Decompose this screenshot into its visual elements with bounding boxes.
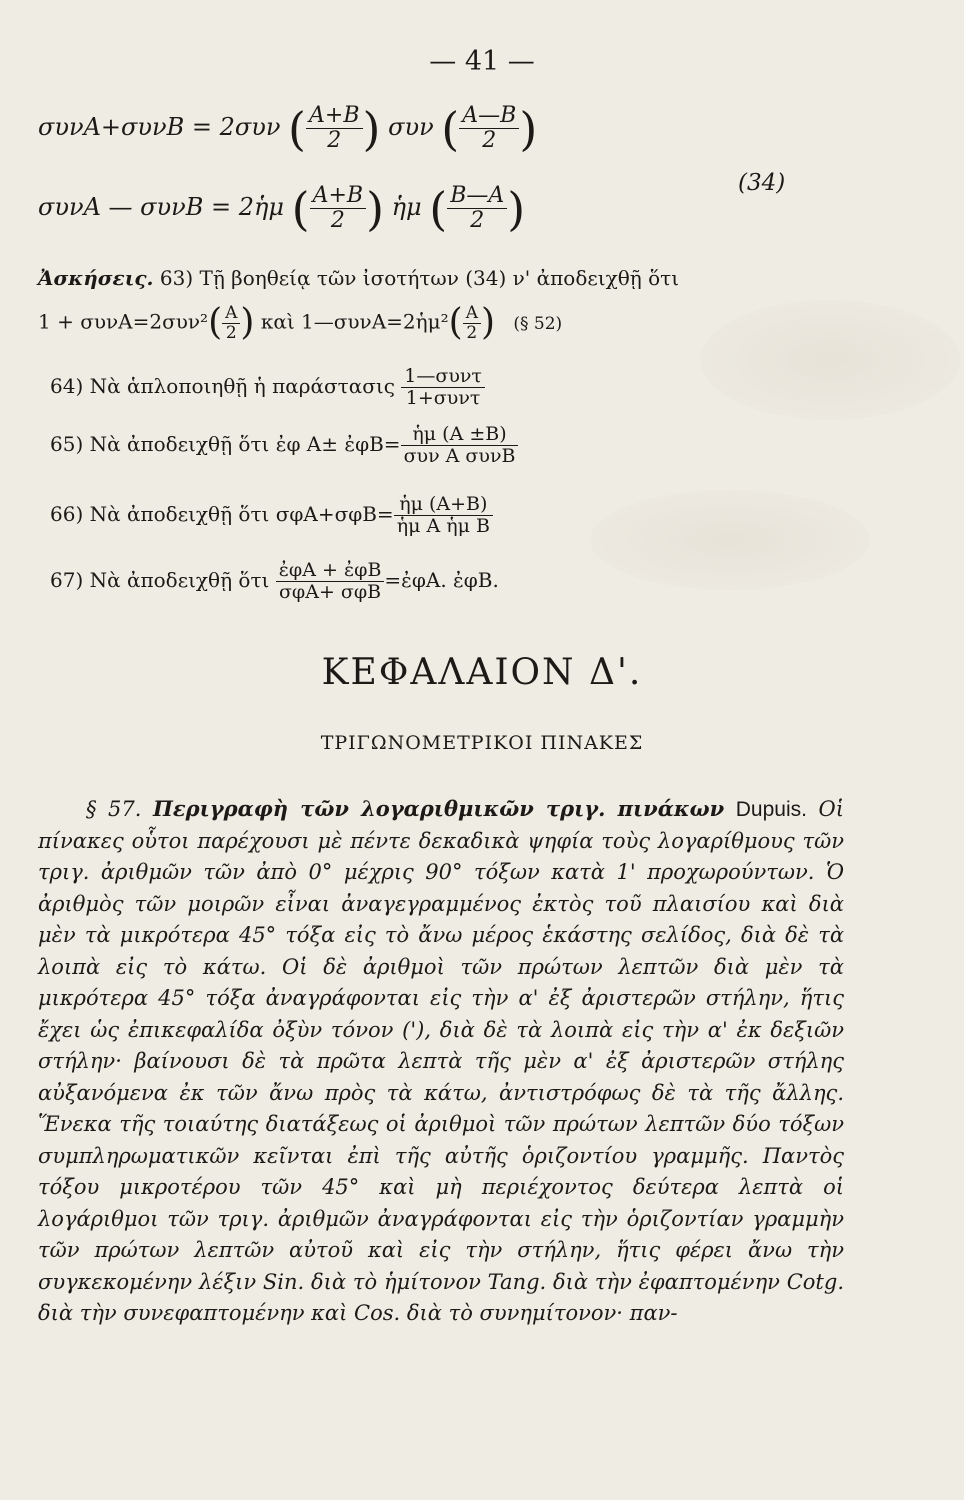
formula-diff-cos: συνA — συνB = 2ἡμ ( $\frac{A+B}{2}$ ) ἡμ ( $\frac{B—A}{2}$ ) [38,181,526,236]
section-paragraph: Οἱ πίνακες οὗτοι παρέχουσι μὲ πέντε δεκαδικὰ ψηφία τοὺς λογαρίθμους τῶν τριγ. ἀριθμῶν τῶν ἀπὸ 0° μέχρις 90° τόξων κατὰ 1' προχωρούντων. Ὁ ἀριθμὸς τῶν μοιρῶν εἶναι ἀναγεγραμμένος ἐκτὸς τοῦ πλαισίου καὶ διὰ μὲν τὰ μικρότερα 45° τόξα εἰς τὸ ἄνω μέρος ἑκάστης σελίδος, διὰ δὲ τὰ λοιπὰ εἰς τὸ κάτω. Οἱ δὲ ἀριθμοὶ τῶν πρώτων λεπτῶν διὰ μὲν τὰ μικρότερα 45° τόξα ἀναγράφονται εἰς τὴν α' ἐξ ἀριστερῶν στήλην, ἥτις ἔχει ὡς ἐπικεφαλίδα ὀξὺν τόνον ('), διὰ δὲ τὰ λοιπὰ εἰς τὴν α' ἐκ δεξιῶν στήλην· βαίνουσι δὲ τὰ πρῶτα λεπτὰ τῆς μὲν α' ἐξ ἀριστερῶν στήλης αὐξανόμενα ἐκ τῶν ἄνω πρὸς τὰ κάτω, ἀντιστρόφως δὲ τὰ τῆς ἄλλης. Ἕνεκα τῆς τοιαύτης διατάξεως οἱ ἀριθμοὶ τῶν πρώτων λεπτῶν δύο τόξων συμπληρωματικῶν κεῖνται ἐπὶ τῆς αὐτῆς ὁριζοντίου γραμμῆς. Παντὸς τόξου μικροτέρου τῶν 45° καὶ μὴ περιέχοντος δεύτερα λεπτὰ οἱ λογάριθμοι τῶν τριγ. ἀριθμῶν ἀναγράφονται εἰς τὴν ὁριζοντίαν γραμμὴν τῶν πρώτων λεπτῶν αὐτοῦ καὶ εἰς τὴν στήλην, ἥτις φέρει ἄνω τὴν συγκεκομένην λέξιν Sin. διὰ τὸ ἡμίτονον Tang. διὰ τὴν ἐφαπτομένην Cotg. διὰ τὴν συνεφαπτομένην καὶ Cos. διὰ τὸ συνημίτονον· παν- [38,797,844,1325]
formula-lhs: συνA — συνB = 2ἡμ [38,193,284,222]
section-body [38,793,844,1330]
exercises-heading: Ἀσκήσεις. [38,266,154,290]
section-title-tail: Dupuis. [735,798,807,821]
section-number: § 57. [86,797,142,821]
paper-stain [590,490,870,590]
formula-sum-cos: συνA+συνB = 2συν ( $\frac{A+B}{2}$ ) συν ( $\frac{A—B}{2}$ ) [38,101,538,156]
formula-mid: συν [388,113,434,142]
exercise-67: 67) Νὰ ἀποδειχθῇ ὅτι $\frac{\text{ἐφA + ἐφB}}{\text{σφA+ σφB}}$ =ἐφA. ἐφB. [50,559,499,603]
page-number: — 41 — [429,46,535,77]
chapter-subtitle: ΤΡΙΓΩΝΟΜΕΤΡΙΚΟΙ ΠΙΝΑΚΕΣ [320,732,644,754]
section-ref: (§ 52) [513,313,563,334]
equation-number: (34) [738,170,786,196]
fraction: $\frac{A—B}{2}$ [459,104,519,153]
exercise-64: 64) Νὰ ἁπλοποιηθῇ ἡ παράστασις $\frac{\text{1—συντ}}{\text{1+συντ}}$ [50,366,485,409]
fraction: $\frac{B—A}{2}$ [447,184,507,233]
chapter-title: ΚΕΦΑΛΑΙΟΝ Δ'. [321,652,643,693]
section-title: Περιγραφὴ τῶν λογαριθμικῶν τριγ. πινάκων [153,796,725,821]
fraction: $\frac{A+B}{2}$ [306,104,363,153]
exercise-63-formula: 1 + συνA=2συν²( $\frac{A}{2}$ ) καὶ 1—συνA=2ἡμ²( $\frac{A}{2}$ ) (§ 52) [38,302,563,344]
exercise-66: 66) Νὰ ἀποδειχθῇ ὅτι σφA+σφB= $\frac{\text{ἡμ (A+B)}}{\text{ἡμ A ἡμ B}}$ [50,494,493,537]
exercise-65: 65) Νὰ ἀποδειχθῇ ὅτι ἐφ A± ἐφB= $\frac{\text{ἡμ (A ±B)}}{\text{συν A συνB}}$ [50,424,518,467]
exercise-63-text: 63) Τῇ βοηθείᾳ τῶν ἰσοτήτων (34) ν' ἀποδειχθῇ ὅτι [159,266,680,290]
formula-mid: ἡμ [391,193,422,222]
fraction: $\frac{A+B}{2}$ [310,184,367,233]
exercise-63-line [38,266,679,290]
formula-lhs: συνA+συνB = 2συν [38,113,281,142]
paper-stain [700,300,960,420]
